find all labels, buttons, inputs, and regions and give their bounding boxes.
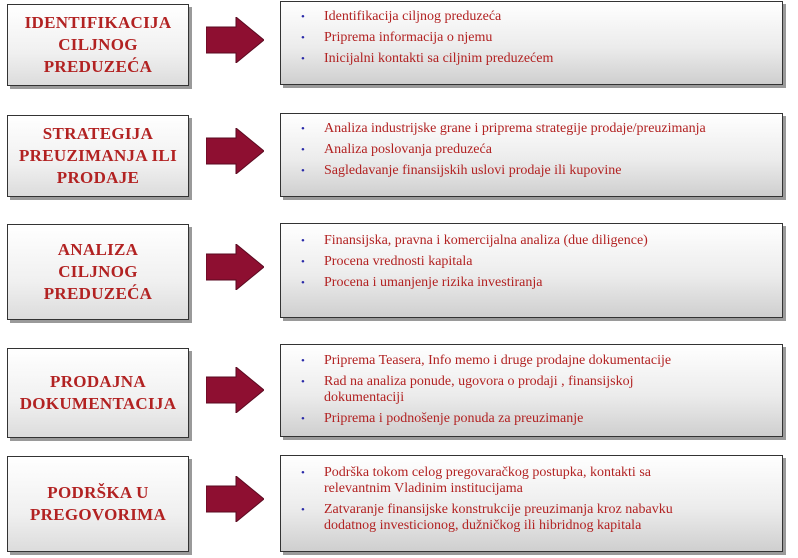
bullet-dot-icon: • (301, 53, 305, 65)
phase-title-box (7, 115, 189, 197)
right-arrow-icon (206, 244, 264, 290)
bullet-item (299, 30, 772, 46)
bullet-dot-icon: • (301, 256, 305, 268)
phase-title: PODRŠKA U PREGOVORIMA (29, 483, 167, 524)
bullet-text: Podrška tokom celog pregovaračkog postupka, kontakti sa relevantnim Vladinim institucijama (324, 465, 651, 496)
bullet-dot-icon: • (301, 355, 305, 367)
right-arrow-icon (206, 476, 264, 522)
bullet-text: Finansijska, pravna i komercijalna analiza (due diligence) (324, 233, 648, 248)
bullet-item (299, 121, 772, 137)
bullet-item (299, 275, 772, 291)
bullet-item (299, 233, 772, 249)
bullet-item (299, 411, 772, 427)
phase-title: IDENTIFIKACIJA CILJNOG PREDUZEĆA (24, 13, 172, 76)
bullet-list (299, 233, 772, 291)
bullet-text: Analiza poslovanja preduzeća (324, 142, 492, 157)
bullet-item (299, 163, 772, 179)
bullet-list (299, 353, 772, 427)
phase-details-box (280, 223, 783, 318)
bullet-list (299, 9, 772, 67)
right-arrow-icon (206, 128, 264, 174)
bullet-text: Inicijalni kontakti sa ciljnim preduzećem (324, 51, 554, 66)
right-arrow-icon (206, 17, 264, 63)
bullet-text: Procena vrednosti kapitala (324, 254, 473, 269)
bullet-item (299, 374, 772, 406)
bullet-item (299, 502, 772, 534)
right-arrow-icon (206, 367, 264, 413)
bullet-text: Priprema Teasera, Info memo i druge prodajne dokumentacije (324, 353, 672, 368)
bullet-item (299, 254, 772, 270)
bullet-dot-icon: • (301, 504, 305, 516)
bullet-item (299, 142, 772, 158)
bullet-text: Procena i umanjenje rizika investiranja (324, 275, 543, 290)
bullet-text: Sagledavanje finansijskih uslovi prodaje ili kupovine (324, 163, 622, 178)
phase-title: PRODAJNA DOKUMENTACIJA (19, 372, 177, 413)
bullet-dot-icon: • (301, 467, 305, 479)
bullet-dot-icon: • (301, 376, 305, 388)
bullet-item (299, 465, 772, 497)
bullet-list (299, 465, 772, 534)
bullet-text: Priprema informacija o njemu (324, 30, 493, 45)
bullet-dot-icon: • (301, 11, 305, 23)
bullet-dot-icon: • (301, 165, 305, 177)
bullet-text: Identifikacija ciljnog preduzeća (324, 9, 502, 24)
phase-title: ANALIZA CILJNOG PREDUZEĆA (43, 240, 153, 303)
phase-title-box (7, 224, 189, 320)
phase-title: STRATEGIJA PREUZIMANJA ILI PRODAJE (19, 124, 177, 187)
bullet-text: Zatvaranje finansijske konstrukcije preuzimanja kroz nabavku dodatnog investicionog, dužničkog ili hibridnog kapitala (324, 502, 673, 533)
bullet-text: Rad na analiza ponude, ugovora o prodaji , finansijskoj dokumentaciji (324, 374, 634, 405)
bullet-dot-icon: • (301, 123, 305, 135)
bullet-dot-icon: • (301, 413, 305, 425)
bullet-text: Priprema i podnošenje ponuda za preuzimanje (324, 411, 584, 426)
phase-title-box (7, 4, 189, 86)
bullet-text: Analiza industrijske grane i priprema strategije prodaje/preuzimanja (324, 121, 706, 136)
bullet-dot-icon: • (301, 277, 305, 289)
phase-title-box (7, 348, 189, 438)
bullet-item (299, 51, 772, 67)
bullet-dot-icon: • (301, 235, 305, 247)
bullet-list (299, 121, 772, 179)
bullet-dot-icon: • (301, 144, 305, 156)
bullet-dot-icon: • (301, 32, 305, 44)
bullet-item (299, 9, 772, 25)
phase-title-box (7, 456, 189, 552)
phase-details-box (280, 344, 783, 437)
bullet-item (299, 353, 772, 369)
phase-details-box (280, 455, 783, 552)
phase-details-box (280, 113, 783, 197)
phase-details-box (280, 1, 783, 85)
